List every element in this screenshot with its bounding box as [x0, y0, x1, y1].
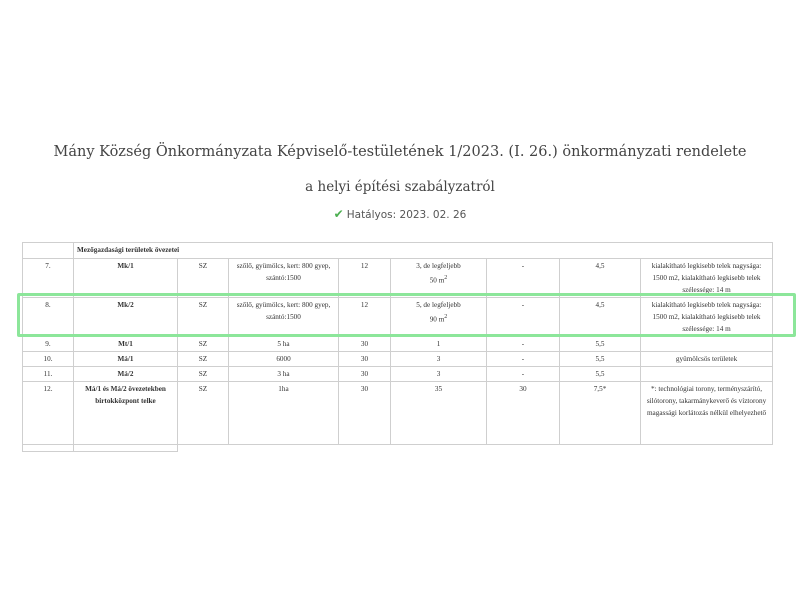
min-plot: 1ha — [229, 382, 339, 445]
min-plot: 6000 — [229, 352, 339, 367]
effective-date — [0, 207, 800, 221]
table-row — [23, 259, 773, 298]
green-area: - — [487, 298, 560, 337]
floor-limit: 1 — [391, 337, 487, 352]
notes: kialakítható legkisebb telek nagysága: 1500 m2, kialakítható legkisebb telek szélessége: 14 m — [641, 298, 773, 337]
row-number: 8. — [23, 298, 74, 337]
building-height: 5,5 — [560, 352, 641, 367]
green-area: 30 — [487, 382, 560, 445]
green-area: - — [487, 259, 560, 298]
building-height: 4,5 — [560, 259, 641, 298]
table-row — [23, 367, 773, 382]
notes: gyümölcsös területek — [641, 352, 773, 367]
notes — [641, 367, 773, 382]
zone-code: Mk/2 — [74, 298, 178, 337]
floor-limit-area: 50 m — [429, 276, 445, 285]
floor-limit-sup: 2 — [444, 275, 448, 281]
effective-date-label: Hatályos: 2023. 02. 26 — [346, 209, 467, 221]
built-percent: 30 — [339, 352, 391, 367]
build-type: SZ — [178, 337, 229, 352]
build-type: SZ — [178, 259, 229, 298]
build-type: SZ — [178, 298, 229, 337]
section-label: Mezőgazdasági területek övezetei — [74, 243, 773, 259]
built-percent: 12 — [339, 259, 391, 298]
row-highlight — [17, 293, 796, 337]
table-row-tail — [23, 445, 773, 452]
row-number: 9. — [23, 337, 74, 352]
zone-code: Má/1 — [74, 352, 178, 367]
zone-code: Má/1 és Má/2 övezetekben birtokközpont telke — [74, 382, 178, 445]
floor-limit-area: 90 m — [429, 315, 445, 324]
document-title: Mány Község Önkormányzata Képviselő-testületének 1/2023. (I. 26.) önkormányzati rendelete — [53, 144, 747, 160]
min-plot: szőlő, gyümölcs, kert: 800 gyep, szántó:1500 — [229, 259, 339, 298]
zone-code: Mt/1 — [74, 337, 178, 352]
zoning-table — [22, 242, 773, 452]
checkmark-icon: ✔ — [333, 207, 344, 221]
row-number: 7. — [23, 259, 74, 298]
row-number: 12. — [23, 382, 74, 445]
zone-code: Mk/1 — [74, 259, 178, 298]
notes: *: technológiai torony, terményszárító, silótorony, takarmánykeverő és víztorony magassági korlátozás nélkül elhelyezhető — [641, 382, 773, 445]
document-subtitle: a helyi építési szabályzatról — [305, 179, 495, 195]
built-percent: 12 — [339, 298, 391, 337]
building-height: 5,5 — [560, 337, 641, 352]
built-percent: 30 — [339, 382, 391, 445]
floor-limit-sup: 2 — [444, 314, 448, 320]
min-plot: 3 ha — [229, 367, 339, 382]
floor-limit: 3 — [391, 367, 487, 382]
floor-limit-text: 3, de legfeljebb — [416, 262, 461, 270]
built-percent: 30 — [339, 367, 391, 382]
green-area: - — [487, 352, 560, 367]
min-plot: 5 ha — [229, 337, 339, 352]
table-row — [23, 337, 773, 352]
row-number: 10. — [23, 352, 74, 367]
floor-limit: 3 — [391, 352, 487, 367]
min-plot: szőlő, gyümölcs, kert: 800 gyep, szántó:1500 — [229, 298, 339, 337]
build-type: SZ — [178, 352, 229, 367]
table-row-section — [23, 243, 773, 259]
zone-code: Má/2 — [74, 367, 178, 382]
table-row — [23, 382, 773, 445]
building-height: 7,5* — [560, 382, 641, 445]
floor-limit: 35 — [391, 382, 487, 445]
row-number: 11. — [23, 367, 74, 382]
green-area: - — [487, 337, 560, 352]
notes: kialakítható legkisebb telek nagysága: 1500 m2, kialakítható legkisebb telek szélessége: 14 m — [641, 259, 773, 298]
building-height: 4,5 — [560, 298, 641, 337]
notes — [641, 337, 773, 352]
floor-limit — [391, 259, 487, 298]
build-type: SZ — [178, 382, 229, 445]
built-percent: 30 — [339, 337, 391, 352]
green-area: - — [487, 367, 560, 382]
floor-limit-text: 5, de legfeljebb — [416, 301, 461, 309]
build-type: SZ — [178, 367, 229, 382]
table-row — [23, 352, 773, 367]
building-height: 5,5 — [560, 367, 641, 382]
